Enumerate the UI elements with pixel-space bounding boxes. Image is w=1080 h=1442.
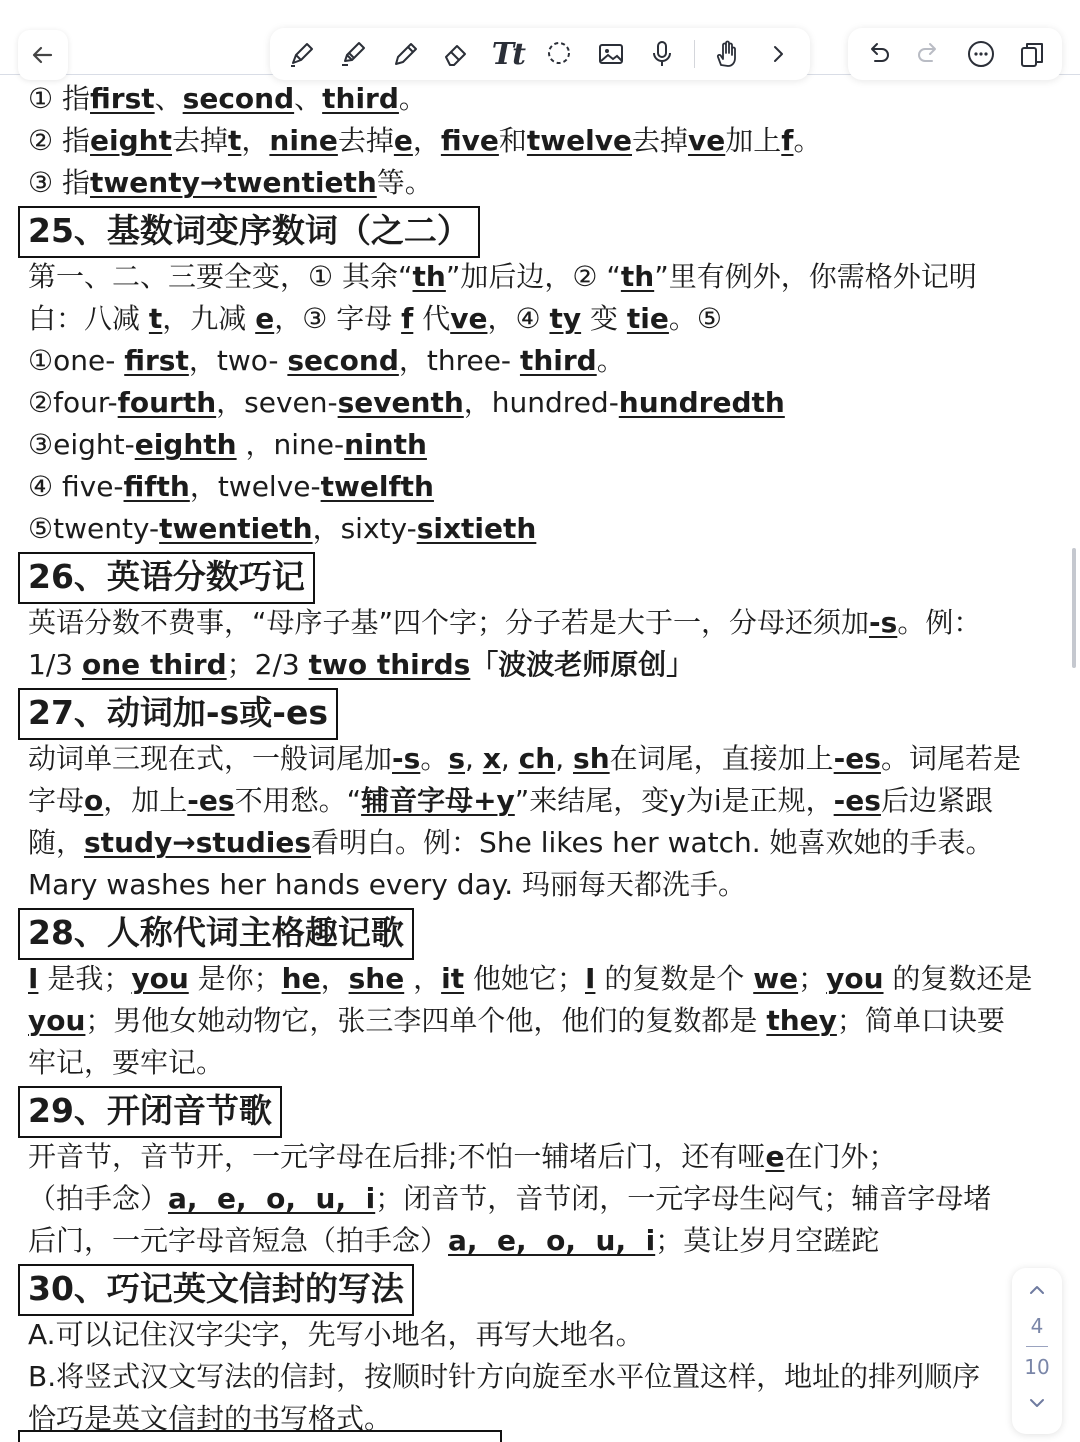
text-line xyxy=(28,1314,1058,1356)
pen-tool[interactable] xyxy=(282,34,322,74)
text: 、 xyxy=(154,82,183,115)
keyword: hundredth xyxy=(618,386,785,419)
text: 加上 xyxy=(725,124,782,157)
more-button[interactable] xyxy=(961,34,1001,74)
text-line xyxy=(28,822,1058,864)
text: ；莫让岁月空蹉跎 xyxy=(655,1224,880,1257)
more-tools-button[interactable] xyxy=(758,34,798,74)
credit-text: 「波波老师原创」 xyxy=(470,648,695,681)
text: 和 xyxy=(498,124,527,157)
text: ”加后边，② “ xyxy=(445,260,621,293)
text: ，加上 xyxy=(103,784,188,817)
text: 。词尾若是 xyxy=(880,742,1021,775)
example-line xyxy=(28,466,1058,508)
text: ③eight- xyxy=(28,428,135,461)
keyword: she xyxy=(348,962,405,995)
keyword: ve xyxy=(688,124,726,157)
text: 在词尾，直接加上 xyxy=(609,742,834,775)
hand-draw-tool[interactable] xyxy=(707,34,747,74)
text: 不用愁。“ xyxy=(234,784,362,817)
copy-pages-icon xyxy=(1017,39,1047,69)
keyword: one third xyxy=(81,648,227,681)
keyword: second xyxy=(287,344,399,377)
keyword: e xyxy=(255,302,275,335)
keyword: f xyxy=(401,302,414,335)
text: 字母 xyxy=(28,784,85,817)
keyword: two thirds xyxy=(308,648,471,681)
keyword: a, e, o, u, i xyxy=(448,1224,656,1257)
text: （拍手念） xyxy=(28,1182,169,1215)
text: ；2/3 xyxy=(226,648,309,681)
text: ，twelve- xyxy=(189,470,321,503)
keyword: f xyxy=(781,124,794,157)
text-line xyxy=(28,864,1058,906)
keyword: second xyxy=(182,82,295,115)
keyword: th xyxy=(620,260,655,293)
text: ①one- xyxy=(28,344,125,377)
text-line xyxy=(28,1178,1058,1220)
undo-icon xyxy=(863,39,893,69)
microphone-icon xyxy=(647,39,677,69)
page-navigator xyxy=(1012,1268,1062,1434)
keyword: s xyxy=(448,742,465,775)
text-line xyxy=(28,1220,1058,1262)
text-line xyxy=(28,1136,1058,1178)
keyword: nine xyxy=(269,124,338,157)
text: 、 xyxy=(294,82,323,115)
keyword: t xyxy=(148,302,163,335)
text-tool-icon: Tt xyxy=(491,36,524,72)
highlighter-icon xyxy=(338,39,368,69)
keyword: twelve xyxy=(526,124,632,157)
keyword: twentieth xyxy=(159,512,313,545)
text: 代 xyxy=(413,302,451,335)
keyword: I xyxy=(585,962,596,995)
keyword: a, e, o, u, i xyxy=(168,1182,376,1215)
next-page-button[interactable] xyxy=(1012,1381,1062,1425)
eraser-tool[interactable] xyxy=(436,34,476,74)
keyword: 辅音字母+y xyxy=(361,784,515,817)
keyword: ch xyxy=(518,742,556,775)
scrollbar-thumb[interactable] xyxy=(1072,548,1076,668)
text: 恰巧是英文信封的书写格式。 xyxy=(28,1402,393,1435)
keyword: you xyxy=(28,1004,86,1037)
highlighter-tool[interactable] xyxy=(333,34,373,74)
text-line xyxy=(28,644,1058,686)
text: B.将竖式汉文写法的信封，按顺时针方向旋至水平位置这样，地址的排列顺序 xyxy=(28,1360,981,1393)
text: ，九减 xyxy=(162,302,256,335)
text: ，two- xyxy=(188,344,288,377)
text: 变 xyxy=(581,302,627,335)
text: 随， xyxy=(28,826,85,859)
text: ； xyxy=(798,962,827,995)
text-tool[interactable] xyxy=(488,34,528,74)
keyword: -s xyxy=(392,742,421,775)
text: 去掉 xyxy=(337,124,394,157)
text: ④ five- xyxy=(28,470,124,503)
example-line xyxy=(28,382,1058,424)
microphone-tool[interactable] xyxy=(642,34,682,74)
text: 。⑤ xyxy=(668,302,723,335)
text: ；简单口诀要 xyxy=(836,1004,1005,1037)
image-tool[interactable] xyxy=(591,34,631,74)
toolbar-separator xyxy=(694,40,695,68)
text: Mary washes her hands every day. 玛丽每天都洗手。 xyxy=(28,868,747,901)
keyword: t xyxy=(227,124,242,157)
text-line xyxy=(28,1356,988,1398)
keyword: th xyxy=(412,260,446,293)
redo-button[interactable] xyxy=(909,34,949,74)
text: ，three- xyxy=(398,344,520,377)
text: 去掉 xyxy=(632,124,689,157)
text-line xyxy=(28,780,1058,822)
text: , xyxy=(555,742,574,775)
text: 开音节，音节开，一元字母在后排;不怕一辅堵后门，还有哑 xyxy=(28,1140,766,1173)
text-line xyxy=(28,958,1058,1000)
keyword: sh xyxy=(573,742,610,775)
text-line xyxy=(28,602,1058,644)
text: 白：八减 xyxy=(28,302,149,335)
text: ，③ 字母 xyxy=(274,302,402,335)
text: 的复数还是 xyxy=(883,962,1033,995)
previous-page-button[interactable] xyxy=(1012,1268,1062,1312)
text: 看明白。例：She likes her watch. 她喜欢她的手表。 xyxy=(311,826,994,859)
keyword: -es xyxy=(187,784,235,817)
next-heading-box xyxy=(18,1430,502,1442)
text: , xyxy=(500,742,519,775)
text: ， xyxy=(320,962,349,995)
keyword: e xyxy=(765,1140,785,1173)
text-line xyxy=(28,1000,1058,1042)
keyword: study→studies xyxy=(84,826,312,859)
section-heading-28: 28、人称代词主格趣记歌 xyxy=(18,908,414,960)
chevron-right-icon xyxy=(763,39,793,69)
example-line xyxy=(28,508,1058,550)
keyword: you xyxy=(131,962,189,995)
keyword: ninth xyxy=(344,428,427,461)
text: 。 xyxy=(420,742,449,775)
chevron-down-icon xyxy=(1026,1392,1048,1414)
text-line xyxy=(28,1042,1058,1084)
text-line xyxy=(28,162,1058,204)
text: 。 xyxy=(398,82,427,115)
keyword: they xyxy=(766,1004,837,1037)
page-divider xyxy=(1026,1346,1048,1347)
keyword: it xyxy=(441,962,465,995)
text: 第一、二、三要全变，① 其余“ xyxy=(28,260,413,293)
text: 后门，一元字母音短急（拍手念） xyxy=(28,1224,449,1257)
text: 后边紧跟 xyxy=(880,784,993,817)
keyword: ve xyxy=(450,302,488,335)
pages-button[interactable] xyxy=(1012,34,1052,74)
example-line xyxy=(28,340,1058,382)
text: 。例： xyxy=(897,606,982,639)
keyword: ty xyxy=(549,302,582,335)
keyword: first xyxy=(124,344,189,377)
keyword: eighth xyxy=(134,428,237,461)
keyword: third xyxy=(519,344,597,377)
keyword: you xyxy=(826,962,884,995)
text: 的复数是个 xyxy=(595,962,754,995)
pen-icon xyxy=(287,39,317,69)
current-page: 4 xyxy=(1030,1314,1044,1338)
keyword: I xyxy=(28,962,39,995)
redo-icon xyxy=(914,39,944,69)
text: 牢记，要牢记。 xyxy=(28,1046,225,1079)
text: ① 指 xyxy=(28,82,91,115)
keyword: he xyxy=(281,962,321,995)
total-pages: 10 xyxy=(1024,1355,1050,1379)
section-heading-27: 27、动词加-s或-es xyxy=(18,688,338,740)
text-line xyxy=(28,120,1058,162)
keyword: first xyxy=(90,82,155,115)
section-heading-25: 25、基数词变序数词（之二） xyxy=(18,206,480,258)
text: ③ 指 xyxy=(28,166,91,199)
keyword: third xyxy=(322,82,399,115)
eraser-icon xyxy=(441,39,471,69)
text: 他她它； xyxy=(464,962,585,995)
text: ”里有例外，你需格外记明 xyxy=(654,260,977,293)
text-line xyxy=(28,738,1058,780)
text: 英语分数不费事，“母序子基”四个字；分子若是大于一，分母还须加 xyxy=(28,606,870,639)
keyword: -s xyxy=(869,606,898,639)
keyword: we xyxy=(753,962,799,995)
text: ， xyxy=(404,962,442,995)
text: 1/3 xyxy=(28,648,82,681)
keyword: eight xyxy=(90,124,172,157)
example-line xyxy=(28,424,1058,466)
section-heading-26: 26、英语分数巧记 xyxy=(18,552,315,604)
text: , xyxy=(465,742,483,775)
text: ， xyxy=(241,124,270,157)
text: ，hundred- xyxy=(463,386,619,419)
document-page xyxy=(28,78,1058,1440)
text: A.可以记住汉字尖字，先写小地名，再写大地名。 xyxy=(28,1318,644,1351)
keyword: tie xyxy=(626,302,669,335)
image-icon xyxy=(596,39,626,69)
keyword: fourth xyxy=(117,386,217,419)
text: ；闭音节，音节闭，一元字母生闷气；辅音字母堵 xyxy=(375,1182,992,1215)
keyword: sixtieth xyxy=(416,512,537,545)
section-heading-30: 30、巧记英文信封的写法 xyxy=(18,1264,414,1316)
pencil-tool[interactable] xyxy=(385,34,425,74)
document-actions xyxy=(848,28,1062,80)
keyword: fifth xyxy=(123,470,190,503)
text: ，nine- xyxy=(236,428,345,461)
more-icon xyxy=(966,39,996,69)
keyword: -es xyxy=(833,784,881,817)
text: 。 xyxy=(793,124,822,157)
text: ② 指 xyxy=(28,124,91,157)
text: 是你； xyxy=(188,962,282,995)
keyword: o xyxy=(84,784,104,817)
hand-draw-icon xyxy=(712,39,742,69)
text: ②four- xyxy=(28,386,118,419)
keyword: e xyxy=(393,124,413,157)
pencil-icon xyxy=(390,39,420,69)
text: ”来结尾，变y为i是正规， xyxy=(514,784,834,817)
text: 等。 xyxy=(376,166,433,199)
text: ⑤twenty- xyxy=(28,512,160,545)
keyword: five xyxy=(440,124,499,157)
text-line xyxy=(28,256,1058,298)
keyword: twelfth xyxy=(320,470,434,503)
keyword: twenty→twentieth xyxy=(90,166,377,199)
chevron-up-icon xyxy=(1026,1279,1048,1301)
drawing-tools xyxy=(270,28,810,80)
section-heading-29: 29、开闭音节歌 xyxy=(18,1086,282,1138)
keyword: -es xyxy=(833,742,881,775)
text-line xyxy=(28,298,1058,340)
keyword: x xyxy=(482,742,501,775)
text-line xyxy=(28,78,1058,120)
text: 去掉 xyxy=(171,124,228,157)
text: ，④ xyxy=(487,302,550,335)
text: 在门外； xyxy=(784,1140,897,1173)
text: ；男他女她动物它，张三李四单个他，他们的复数都是 xyxy=(85,1004,767,1037)
lasso-icon xyxy=(544,39,574,69)
text: 。 xyxy=(596,344,625,377)
text: ，seven- xyxy=(216,386,338,419)
text: 是我； xyxy=(38,962,132,995)
text: 动词单三现在式，一般词尾加 xyxy=(28,742,393,775)
keyword: seventh xyxy=(337,386,464,419)
undo-button[interactable] xyxy=(858,34,898,74)
back-arrow-icon xyxy=(29,41,57,69)
lasso-tool[interactable] xyxy=(539,34,579,74)
text: ，sixty- xyxy=(312,512,417,545)
back-button[interactable] xyxy=(18,30,68,80)
text: ， xyxy=(412,124,441,157)
